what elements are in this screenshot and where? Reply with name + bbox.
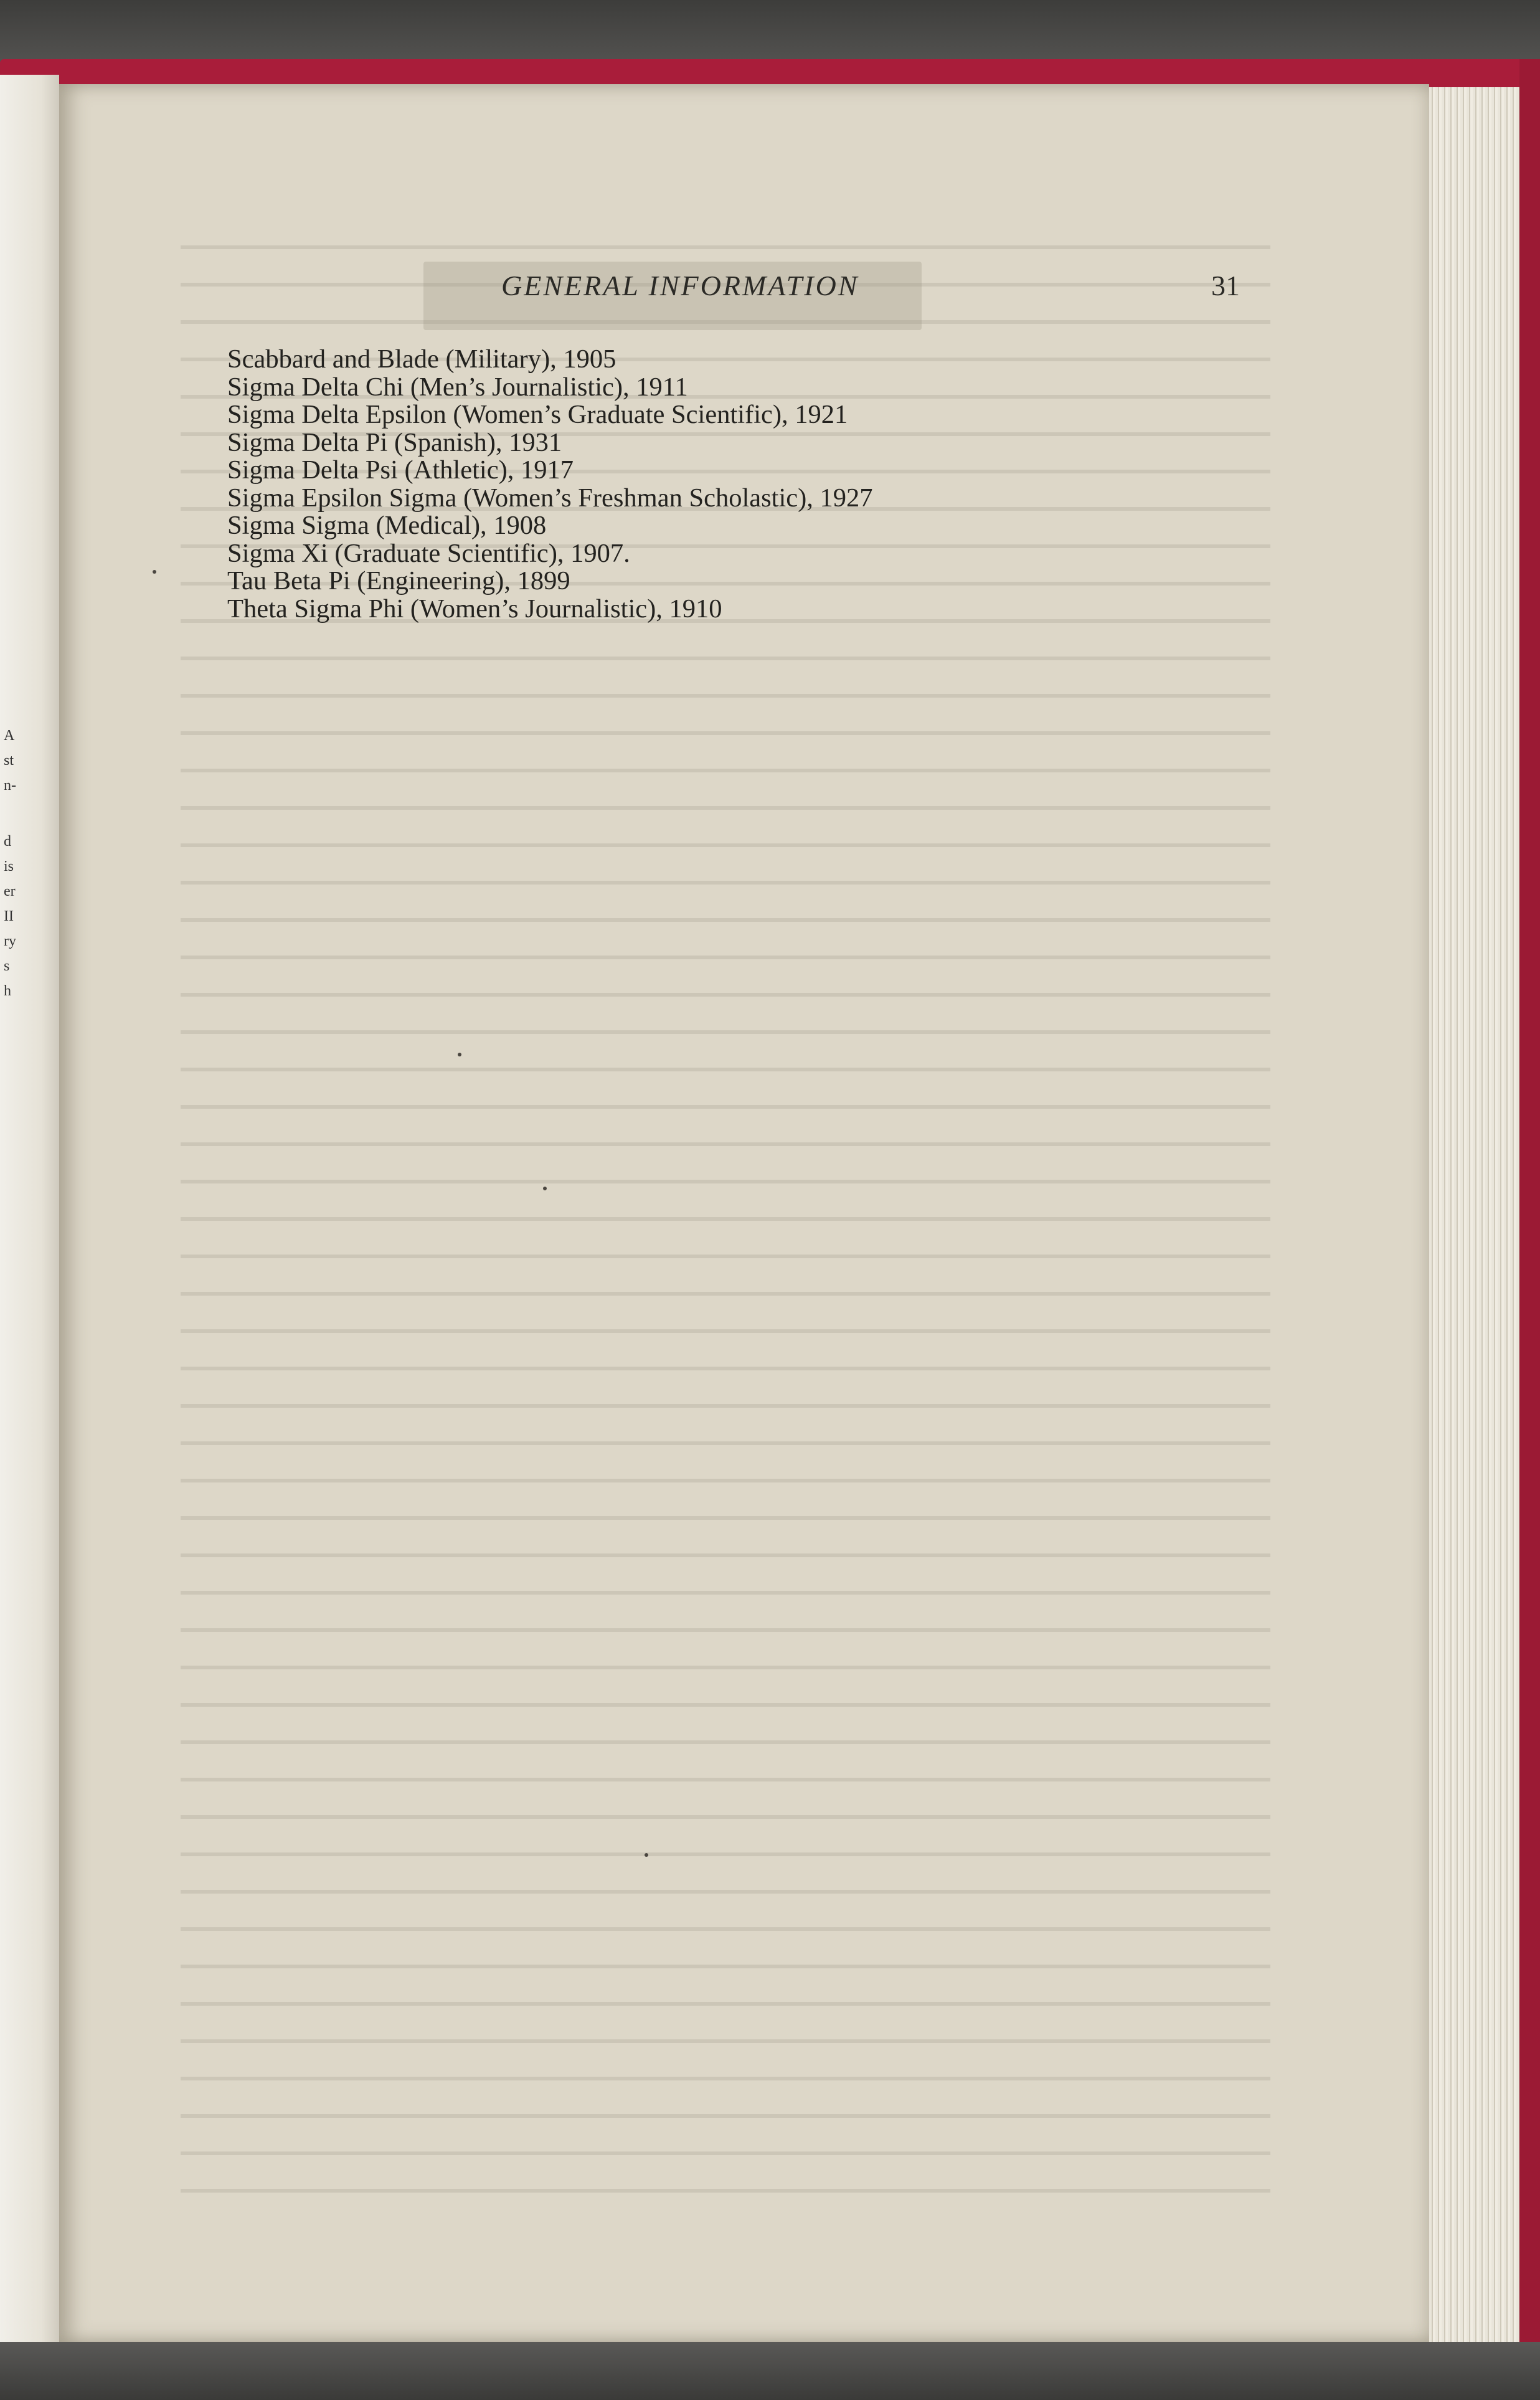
list-item: Sigma Sigma (Medical), 1908 <box>227 511 547 540</box>
scanner-background-bottom <box>0 2342 1540 2400</box>
book-cover-edge <box>1519 59 1540 2364</box>
list-item: Sigma Delta Chi (Men’s Journalistic), 1911 <box>227 372 688 402</box>
left-page-fragment: ry <box>4 933 16 949</box>
left-page-fragment: h <box>4 983 11 999</box>
left-page-fragment: st <box>4 752 14 769</box>
list-item: Sigma Xi (Graduate Scientific), 1907. <box>227 538 630 568</box>
left-page-fragment: A <box>4 728 15 744</box>
list-item: Sigma Delta Pi (Spanish), 1931 <box>227 427 562 457</box>
left-page-fragment: s <box>4 958 10 974</box>
paper-speck <box>543 1187 547 1190</box>
list-item: Sigma Epsilon Sigma (Women’s Freshman Scholastic), 1927 <box>227 483 873 513</box>
left-page-fragment: er <box>4 883 16 899</box>
left-page-fragment: n- <box>4 777 16 794</box>
page-number: 31 <box>1211 270 1240 301</box>
left-page-edge <box>0 75 59 2342</box>
list-item: Sigma Delta Psi (Athletic), 1917 <box>227 455 574 485</box>
list-item: Tau Beta Pi (Engineering), 1899 <box>227 566 570 595</box>
paper-speck <box>458 1053 461 1056</box>
left-page-fragment: II <box>4 908 14 924</box>
left-page-fragment: is <box>4 858 14 875</box>
list-item: Sigma Delta Epsilon (Women’s Graduate Scientific), 1921 <box>227 400 848 429</box>
honor-society-list <box>227 346 1099 623</box>
left-page-fragment: d <box>4 833 11 850</box>
page-edges-stack <box>1429 87 1519 2342</box>
list-item: Theta Sigma Phi (Women’s Journalistic), 1910 <box>227 594 722 624</box>
paper-speck <box>645 1853 648 1857</box>
running-head: GENERAL INFORMATION <box>501 270 859 301</box>
list-item: Scabbard and Blade (Military), 1905 <box>227 344 616 374</box>
paper-speck <box>153 570 156 574</box>
scanner-background-top <box>0 0 1540 69</box>
